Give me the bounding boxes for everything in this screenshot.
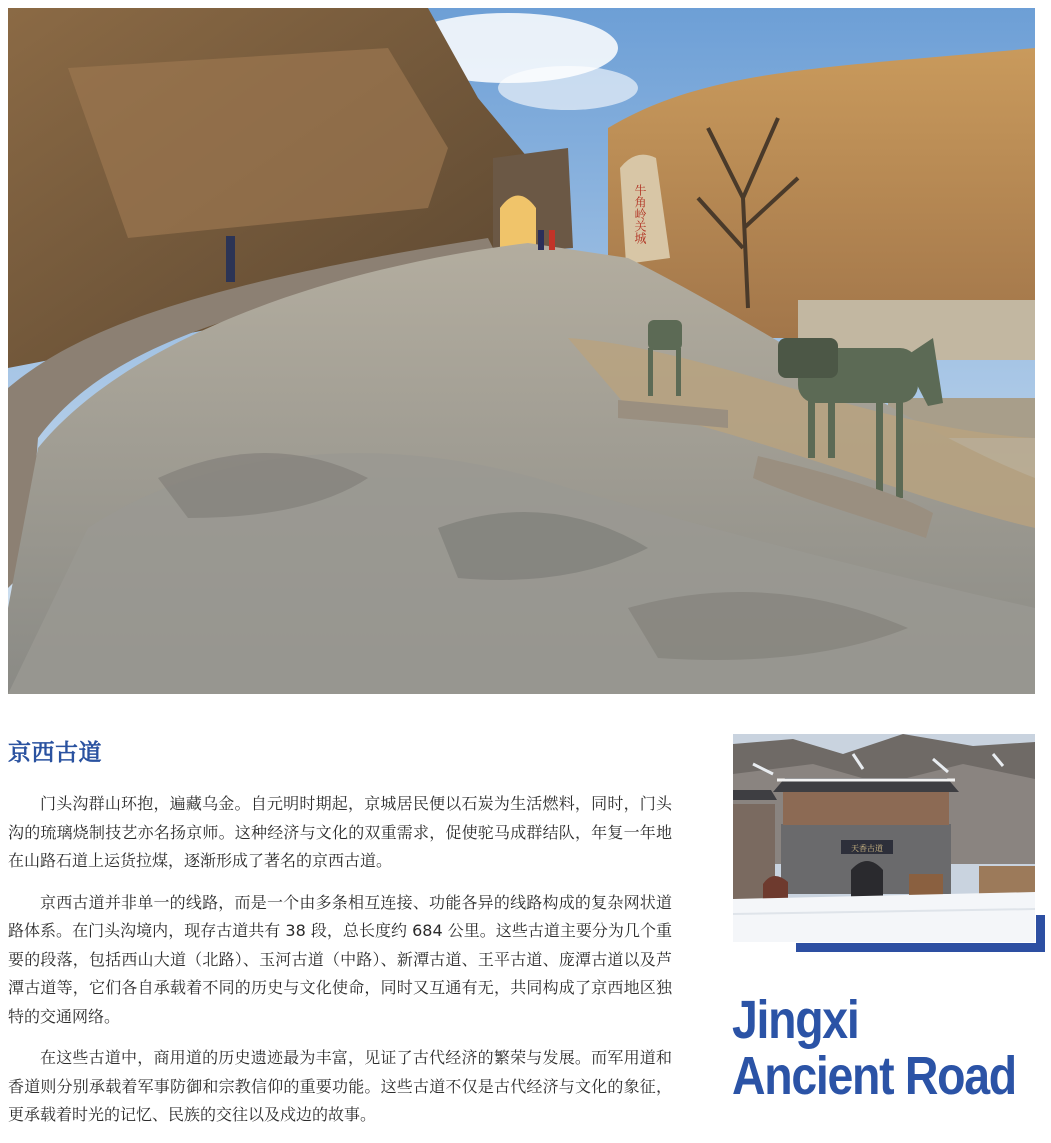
article-text-column: [8, 738, 672, 1143]
hero-photo: [8, 8, 1035, 694]
ancient-road-landscape-image: [8, 8, 1035, 694]
english-title-line-1: Jingxi: [732, 990, 859, 1050]
paragraph-1: 门头沟群山环抱，遍藏乌金。自元明时期起，京城居民便以石炭为生活燃料，同时，门头沟的琉璃烧制技艺亦名扬京师。这种经济与文化的双重需求，促使驼马成群结队，年复一年地在山路石道上运货拉煤，逐渐形成了著名的京西古道。: [8, 794, 672, 870]
paragraph-3: 在这些古道中，商用道的历史遗迹最为丰富，见证了古代经济的繁荣与发展。而军用道和香道则分别承载着军事防御和宗教信仰的重要功能。这些古道不仅是古代经济与文化的象征，更承载着时光的记忆、民族的交往以及戍边的故事。: [8, 1048, 672, 1124]
side-photo-frame: [733, 734, 1047, 958]
gate-plaque-text: 天香古道: [851, 844, 883, 853]
english-title: [732, 990, 1016, 1106]
section-title: 京西古道: [8, 740, 102, 766]
english-title-line-2: Ancient Road: [732, 1046, 1016, 1106]
snowy-gatehouse-image: [733, 734, 1035, 942]
snow-gate-photo: [733, 734, 1035, 942]
paragraph-2: 京西古道并非单一的线路，而是一个由多条相互连接、功能各异的线路构成的复杂网状道路体系。在门头沟境内，现存古道共有 38 段，总长度约 684 公里。这些古道主要分为几个重要的段落，包括西山大道（北路）、玉河古道（中路）、新潭古道、王平古道、庞潭古道以及芦潭古道等，它们各自承载着不同的历史与文化使命，同时又互通有无，共同构成了京西地区独特的交通网络。: [8, 892, 672, 1026]
accent-bar-horizontal: [796, 943, 1045, 952]
stele-text: 牛角岭关城: [633, 184, 647, 244]
